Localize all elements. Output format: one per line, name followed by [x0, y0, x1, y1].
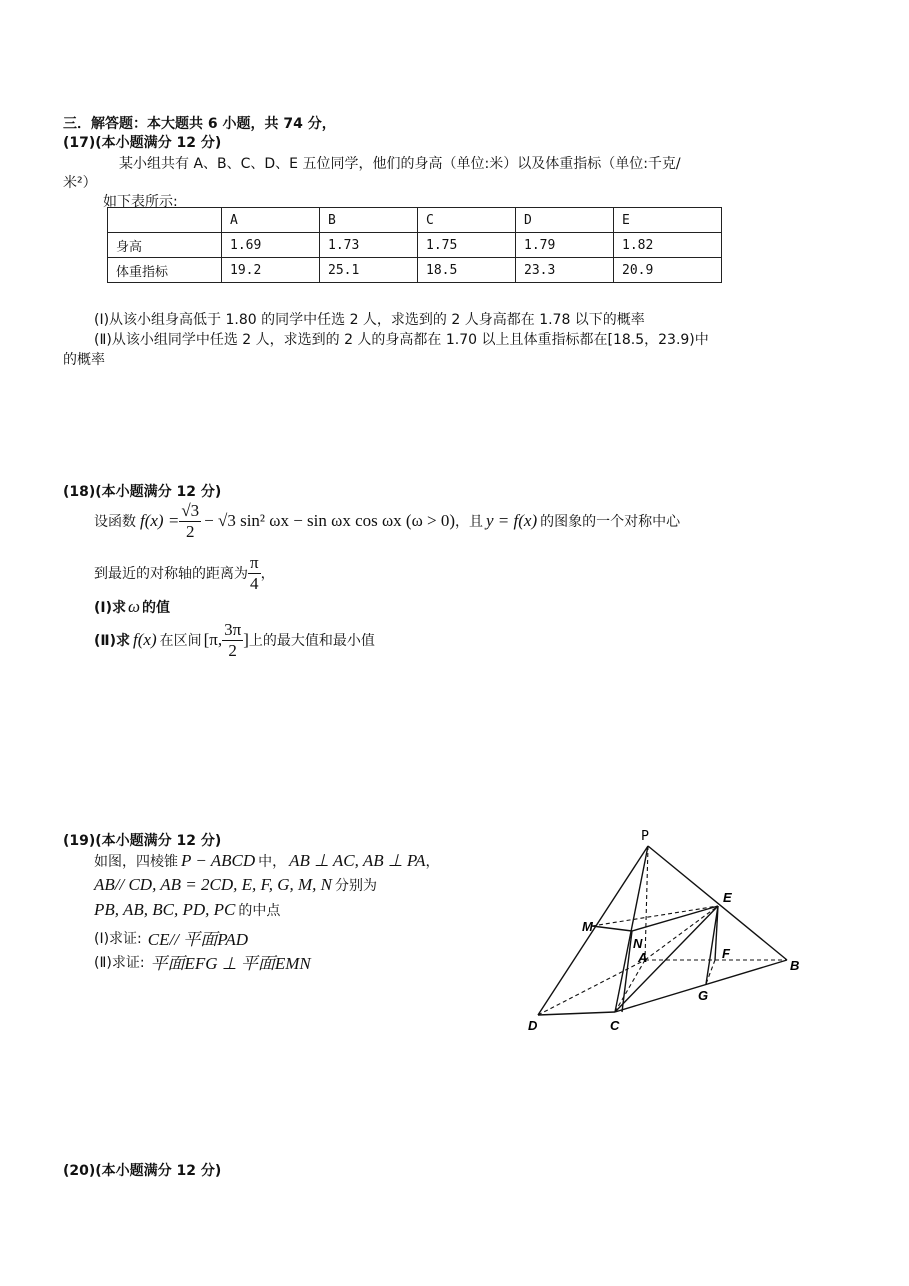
q19-pyramid-figure	[520, 820, 820, 1045]
table-cell: 1.79	[516, 233, 614, 258]
q19-line1-prefix: 如图，四棱锥	[94, 854, 178, 870]
q17-intro-line1: 某小组共有 A、B、C、D、E 五位同学，他们的身高（单位:米）以及体重指标（单位:千克/	[119, 156, 681, 172]
q18-part1-suffix: 的值	[142, 600, 171, 616]
q18-function-line	[94, 501, 680, 541]
q18-part2-mid: 在区间	[159, 633, 202, 650]
q19-line1-mid: 中，	[258, 854, 287, 870]
table-cell: 25.1	[320, 258, 418, 283]
table-cell: 18.5	[418, 258, 516, 283]
q17-data-table	[107, 207, 722, 283]
q19-pyramid: P − ABCD	[181, 851, 256, 870]
q19-part2-prefix: (Ⅱ)求证:	[94, 954, 145, 971]
q18-heading: (18)(本小题满分 12 分)	[63, 484, 222, 500]
q19-line3-suffix: 的中点	[238, 903, 281, 919]
q19-perp-conditions: AB ⊥ AC, AB ⊥ PA	[289, 851, 426, 870]
table-header-cell: B	[320, 208, 418, 233]
vertex-label-N: N	[633, 936, 643, 951]
q19-line1	[94, 851, 439, 871]
q19-midpoints: PB, AB, BC, PD, PC	[94, 900, 236, 919]
table-cell: 23.3	[516, 258, 614, 283]
edge-DC	[538, 1012, 615, 1015]
q18-sqrt3-over-2	[179, 501, 201, 541]
frac-denominator: 2	[185, 521, 195, 541]
q17-intro-line3: 如下表所示:	[103, 194, 178, 210]
q17-part2-line1: (Ⅱ)从该小组同学中任选 2 人，求选到的 2 人的身高都在 1.70 以上且体重指标都在[18.5，23.9)中	[94, 332, 709, 348]
q17-heading: (17)(本小题满分 12 分)	[63, 135, 222, 151]
q18-part2-func: f(x)	[133, 630, 157, 650]
vertex-label-E: E	[723, 890, 732, 905]
table-cell: 1.73	[320, 233, 418, 258]
table-cell: 1.75	[418, 233, 516, 258]
q18-func-expr: − √3 sin² ωx − sin ωx cos ωx (ω > 0)	[204, 511, 456, 531]
q20-heading: (20)(本小题满分 12 分)	[63, 1163, 222, 1179]
section-header: 三．解答题：本大题共 6 小题，共 74 分，	[63, 116, 336, 132]
q18-part2	[94, 620, 375, 660]
q18-3pi-over-2	[222, 620, 243, 660]
q18-pi-over-4	[248, 553, 261, 593]
table-row	[108, 258, 722, 283]
table-row	[108, 233, 722, 258]
q18-part2-suffix: 上的最大值和最小值	[248, 633, 375, 650]
q19-part1	[94, 925, 248, 950]
frac-numerator: √3	[181, 501, 200, 520]
q19-line2-suffix: 分别为	[334, 878, 377, 894]
q19-line3	[94, 900, 280, 920]
table-row-label: 身高	[108, 233, 222, 258]
table-header-cell: A	[222, 208, 320, 233]
q18-distance-line	[94, 553, 275, 593]
q19-part2	[94, 949, 311, 974]
table-row-label: 体重指标	[108, 258, 222, 283]
table-header-cell	[108, 208, 222, 233]
q18-part1	[94, 597, 170, 617]
table-header-row	[108, 208, 722, 233]
q17-part1: (Ⅰ)从该小组身高低于 1.80 的同学中任选 2 人，求选到的 2 人身高都在 1.78 以下的概率	[94, 312, 645, 328]
q18-omega: ω	[128, 597, 141, 616]
vertex-label-M: M	[582, 919, 593, 934]
q18-line1-mid: ，且	[455, 514, 484, 531]
q19-part1-prefix: (Ⅰ)求证:	[94, 930, 142, 947]
q17-part2-line2: 的概率	[63, 352, 105, 368]
q18-interval-open: [π,	[203, 630, 223, 650]
vertex-label-P: P	[641, 829, 649, 844]
edge-AE	[645, 906, 718, 960]
q19-part2-claim: 平面EFG ⊥ 平面EMN	[150, 954, 311, 973]
vertex-label-C: C	[610, 1018, 620, 1033]
frac-denominator: 2	[228, 640, 237, 660]
q19-line2	[94, 875, 377, 895]
q19-parallel-conditions: AB// CD, AB = 2CD, E, F, G, M, N	[94, 875, 332, 894]
vertex-label-A: A	[638, 950, 648, 965]
q17-intro-line2: 米²）	[63, 175, 97, 191]
q19-heading: (19)(本小题满分 12 分)	[63, 833, 222, 849]
edge-MN	[592, 926, 632, 931]
frac-denominator: 4	[250, 573, 259, 593]
table-cell: 19.2	[222, 258, 320, 283]
q18-part2-prefix: (Ⅱ)求	[94, 633, 131, 650]
frac-numerator: 3π	[224, 620, 242, 639]
vertex-label-D: D	[528, 1018, 538, 1033]
vertex-label-B: B	[790, 958, 800, 973]
q18-part1-prefix: (Ⅰ)求	[94, 600, 127, 616]
q18-yfx: y = f(x)	[486, 511, 538, 531]
table-header-cell: C	[418, 208, 516, 233]
table-cell: 1.82	[614, 233, 722, 258]
table-cell: 20.9	[614, 258, 722, 283]
q18-line1-prefix: 设函数	[94, 514, 136, 531]
q18-line2-prefix: 到最近的对称轴的距离为	[94, 566, 248, 583]
q19-line1-suffix: ，	[425, 854, 440, 870]
q18-line2-suffix: ，	[260, 566, 275, 583]
edge-ME	[592, 906, 718, 926]
vertex-label-G: G	[698, 988, 709, 1003]
q19-part1-claim: CE// 平面PAD	[147, 930, 249, 949]
q18-func-def: f(x) =	[140, 511, 180, 531]
vertex-label-F: F	[722, 946, 730, 961]
edge-PA	[645, 846, 648, 960]
q18-interval-close: ]	[243, 630, 249, 650]
q18-line1-suffix: 的图象的一个对称中心	[540, 514, 681, 531]
frac-numerator: π	[250, 553, 259, 572]
table-cell: 1.69	[222, 233, 320, 258]
table-header-cell: E	[614, 208, 722, 233]
table-header-cell: D	[516, 208, 614, 233]
